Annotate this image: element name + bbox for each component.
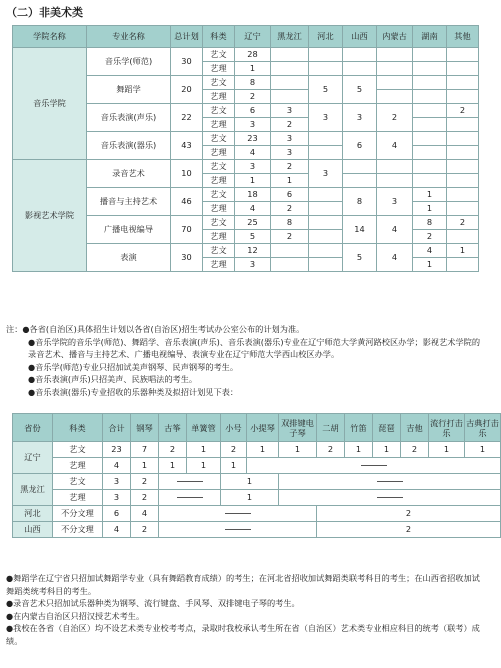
province-cell: 河北 xyxy=(13,506,53,522)
col-header: 山西 xyxy=(343,26,377,48)
neimenggu-cell xyxy=(377,90,413,104)
kelei-cell: 艺理 xyxy=(53,458,103,474)
value-cell: 2 xyxy=(159,442,187,458)
heilongjiang-cell: 8 xyxy=(271,216,309,230)
shanxi-cell: 8 xyxy=(343,188,377,216)
shanxi-cell xyxy=(343,174,377,188)
table-header-row xyxy=(13,26,479,48)
table-row xyxy=(13,490,501,506)
other-cell xyxy=(447,188,479,202)
col-header: 古筝 xyxy=(159,414,187,442)
other-cell xyxy=(447,48,479,62)
shanxi-cell xyxy=(343,160,377,174)
major-total: 22 xyxy=(171,104,203,132)
kelei-cell: 艺文 xyxy=(203,188,235,202)
col-header: 二胡 xyxy=(317,414,345,442)
heilongjiang-cell: 3 xyxy=(271,132,309,146)
empty-dash-cell xyxy=(247,458,501,474)
value-cell: 1 xyxy=(159,458,187,474)
value-cell: 1 xyxy=(187,442,221,458)
value-cell: 1 xyxy=(221,490,279,506)
province-cell: 山西 xyxy=(13,522,53,538)
kelei-cell: 艺理 xyxy=(203,90,235,104)
kelei-cell: 艺文 xyxy=(203,76,235,90)
heilongjiang-cell xyxy=(271,76,309,90)
major-name: 录音艺术 xyxy=(87,160,171,188)
value-cell: 2 xyxy=(317,506,501,522)
major-total: 43 xyxy=(171,132,203,160)
kelei-cell: 艺文 xyxy=(203,244,235,258)
shanxi-cell: 5 xyxy=(343,244,377,272)
note: ●我校在各省（自治区）均不设艺术类专业校考考点，录取时我校承认考生所在省（自治区）艺术类专业相应科目的统考（联考）成绩。 xyxy=(6,623,480,646)
major-total: 30 xyxy=(171,48,203,76)
neimenggu-cell xyxy=(377,160,413,174)
col-header: 单簧管 xyxy=(187,414,221,442)
heilongjiang-cell xyxy=(271,48,309,62)
kelei-cell: 艺理 xyxy=(53,490,103,506)
note: ●音乐学(师范)专业只招加试美声钢琴、民声钢琴的考生。 xyxy=(28,361,239,372)
major-total: 20 xyxy=(171,76,203,104)
liaoning-cell: 6 xyxy=(235,104,271,118)
value-cell: 2 xyxy=(317,522,501,538)
heilongjiang-cell xyxy=(271,244,309,258)
hunan-cell xyxy=(413,76,447,90)
value-cell: 1 xyxy=(429,442,465,458)
hebei-cell xyxy=(309,132,343,146)
value-cell: 2 xyxy=(131,490,159,506)
major-total: 10 xyxy=(171,160,203,188)
other-cell: 2 xyxy=(447,216,479,230)
other-cell xyxy=(447,202,479,216)
major-total: 30 xyxy=(171,244,203,272)
other-cell xyxy=(447,90,479,104)
province-cell: 黑龙江 xyxy=(13,474,53,506)
kelei-cell: 艺理 xyxy=(203,62,235,76)
liaoning-cell: 12 xyxy=(235,244,271,258)
value-cell: 2 xyxy=(401,442,429,458)
neimenggu-cell xyxy=(377,62,413,76)
value-cell: 6 xyxy=(103,506,131,522)
neimenggu-cell: 4 xyxy=(377,244,413,272)
hebei-cell xyxy=(309,244,343,258)
empty-dash-cell xyxy=(279,474,501,490)
liaoning-cell: 4 xyxy=(235,202,271,216)
value-cell: 1 xyxy=(247,442,279,458)
instrument-plan-table xyxy=(12,413,501,538)
col-header: 湖南 xyxy=(413,26,447,48)
hunan-cell xyxy=(413,90,447,104)
kelei-cell: 艺理 xyxy=(203,202,235,216)
value-cell: 2 xyxy=(131,522,159,538)
hunan-cell: 2 xyxy=(413,230,447,244)
kelei-cell: 艺文 xyxy=(203,160,235,174)
col-header: 双排键电子琴 xyxy=(279,414,317,442)
note: 注：●各省(自治区)具体招生计划以各省(自治区)招生考试办公室公布的计划为准。 xyxy=(6,324,305,334)
col-header: 省份 xyxy=(13,414,53,442)
kelei-cell: 艺理 xyxy=(203,146,235,160)
note: ●舞蹈学在辽宁省只招加试舞蹈学专业（具有舞蹈教育成绩）的考生；在河北省招收加试舞蹈类联考科目的考生；在山西省招收加试舞蹈类统考科目的考生。 xyxy=(6,573,480,596)
col-header: 竹笛 xyxy=(345,414,373,442)
col-header: 专业名称 xyxy=(87,26,171,48)
hunan-cell: 4 xyxy=(413,244,447,258)
value-cell: 1 xyxy=(465,442,501,458)
hebei-cell xyxy=(309,202,343,216)
value-cell: 1 xyxy=(187,458,221,474)
col-header: 古典打击乐 xyxy=(465,414,501,442)
note: ●录音艺术只招加试乐器种类为钢琴、流行键盘、手风琴、双排键电子琴的考生。 xyxy=(6,598,300,609)
value-cell: 23 xyxy=(103,442,131,458)
neimenggu-cell xyxy=(377,76,413,90)
kelei-cell: 艺文 xyxy=(203,104,235,118)
hunan-cell: 8 xyxy=(413,216,447,230)
liaoning-cell: 1 xyxy=(235,174,271,188)
enrollment-plan-table xyxy=(12,25,479,272)
value-cell: 3 xyxy=(103,474,131,490)
other-cell xyxy=(447,230,479,244)
col-header: 流行打击乐 xyxy=(429,414,465,442)
col-header: 总计划 xyxy=(171,26,203,48)
hebei-cell xyxy=(309,230,343,244)
kelei-cell: 艺文 xyxy=(53,442,103,458)
col-header: 科类 xyxy=(53,414,103,442)
table-row xyxy=(13,48,479,62)
hebei-cell: 3 xyxy=(309,104,343,132)
province-cell: 辽宁 xyxy=(13,442,53,474)
col-header: 吉他 xyxy=(401,414,429,442)
value-cell: 1 xyxy=(373,442,401,458)
col-header: 琵琶 xyxy=(373,414,401,442)
value-cell: 1 xyxy=(131,458,159,474)
heilongjiang-cell: 1 xyxy=(271,174,309,188)
hunan-cell xyxy=(413,48,447,62)
liaoning-cell: 5 xyxy=(235,230,271,244)
major-total: 70 xyxy=(171,216,203,244)
empty-dash-cell xyxy=(159,490,221,506)
col-header: 合计 xyxy=(103,414,131,442)
hunan-cell: 1 xyxy=(413,258,447,272)
hunan-cell xyxy=(413,118,447,132)
hebei-cell: 5 xyxy=(309,76,343,104)
other-cell xyxy=(447,174,479,188)
other-cell xyxy=(447,62,479,76)
kelei-cell: 艺理 xyxy=(203,118,235,132)
table-header-row xyxy=(13,414,501,442)
col-header: 学院名称 xyxy=(13,26,87,48)
note: ●在内蒙古自治区只招汉授艺术考生。 xyxy=(6,610,145,621)
neimenggu-cell: 2 xyxy=(377,104,413,132)
table-row xyxy=(13,442,501,458)
other-cell xyxy=(447,76,479,90)
liaoning-cell: 25 xyxy=(235,216,271,230)
notes-block-2 xyxy=(6,572,482,648)
major-total: 46 xyxy=(171,188,203,216)
heilongjiang-cell: 2 xyxy=(271,160,309,174)
neimenggu-cell xyxy=(377,48,413,62)
notes-block-1 xyxy=(6,323,482,399)
heilongjiang-cell xyxy=(271,62,309,76)
hebei-cell xyxy=(309,62,343,76)
shanxi-cell xyxy=(343,62,377,76)
heilongjiang-cell: 6 xyxy=(271,188,309,202)
liaoning-cell: 8 xyxy=(235,76,271,90)
kelei-cell: 艺文 xyxy=(203,48,235,62)
neimenggu-cell xyxy=(377,174,413,188)
empty-dash-cell xyxy=(159,474,221,490)
col-header: 小号 xyxy=(221,414,247,442)
kelei-cell: 艺文 xyxy=(53,474,103,490)
shanxi-cell xyxy=(343,48,377,62)
note: ●音乐表演(器乐)专业招收的乐器种类及拟招计划见下表： xyxy=(28,386,239,397)
hunan-cell xyxy=(413,146,447,160)
col-header: 科类 xyxy=(203,26,235,48)
liaoning-cell: 2 xyxy=(235,90,271,104)
value-cell: 1 xyxy=(221,458,247,474)
major-name: 表演 xyxy=(87,244,171,272)
other-cell: 2 xyxy=(447,104,479,118)
hebei-cell xyxy=(309,258,343,272)
hebei-cell xyxy=(309,48,343,62)
shanxi-cell: 5 xyxy=(343,76,377,104)
table-row xyxy=(13,458,501,474)
major-name: 舞蹈学 xyxy=(87,76,171,104)
value-cell: 2 xyxy=(221,442,247,458)
empty-dash-cell xyxy=(279,490,501,506)
college-name: 音乐学院 xyxy=(13,48,87,160)
shanxi-cell: 3 xyxy=(343,104,377,132)
heilongjiang-cell xyxy=(271,258,309,272)
value-cell: 4 xyxy=(103,522,131,538)
neimenggu-cell: 3 xyxy=(377,188,413,216)
heilongjiang-cell: 2 xyxy=(271,202,309,216)
kelei-cell: 艺文 xyxy=(203,216,235,230)
col-header: 黑龙江 xyxy=(271,26,309,48)
liaoning-cell: 28 xyxy=(235,48,271,62)
other-cell: 1 xyxy=(447,244,479,258)
major-name: 广播电视编导 xyxy=(87,216,171,244)
hunan-cell: 1 xyxy=(413,188,447,202)
college-name: 影视艺术学院 xyxy=(13,160,87,272)
other-cell xyxy=(447,118,479,132)
liaoning-cell: 3 xyxy=(235,118,271,132)
hunan-cell xyxy=(413,174,447,188)
liaoning-cell: 23 xyxy=(235,132,271,146)
kelei-cell: 艺理 xyxy=(203,230,235,244)
table-row xyxy=(13,506,501,522)
table-row xyxy=(13,522,501,538)
liaoning-cell: 18 xyxy=(235,188,271,202)
hebei-cell xyxy=(309,216,343,230)
hunan-cell xyxy=(413,132,447,146)
table-row xyxy=(13,160,479,174)
kelei-cell: 艺理 xyxy=(203,174,235,188)
col-header: 辽宁 xyxy=(235,26,271,48)
kelei-cell: 艺文 xyxy=(203,132,235,146)
kelei-cell: 不分文理 xyxy=(53,506,103,522)
heilongjiang-cell: 2 xyxy=(271,230,309,244)
value-cell: 3 xyxy=(103,490,131,506)
hunan-cell xyxy=(413,104,447,118)
heilongjiang-cell: 2 xyxy=(271,118,309,132)
empty-dash-cell xyxy=(159,506,317,522)
heilongjiang-cell: 3 xyxy=(271,146,309,160)
hunan-cell xyxy=(413,160,447,174)
value-cell: 1 xyxy=(221,474,279,490)
col-header: 河北 xyxy=(309,26,343,48)
col-header: 钢琴 xyxy=(131,414,159,442)
liaoning-cell: 3 xyxy=(235,160,271,174)
table-row xyxy=(13,474,501,490)
hunan-cell: 1 xyxy=(413,202,447,216)
note: ●音乐学院的音乐学(师范)、舞蹈学、音乐表演(声乐)、音乐表演(器乐)专业在辽宁师范大学黄河路校区办学；影视艺术学院的录音艺术、播音与主持艺术、广播电视编导、表演专业在辽宁师范大学西山校区办学。 xyxy=(28,336,481,360)
other-cell xyxy=(447,160,479,174)
kelei-cell: 艺理 xyxy=(203,258,235,272)
shanxi-cell: 14 xyxy=(343,216,377,244)
liaoning-cell: 1 xyxy=(235,62,271,76)
major-name: 音乐表演(声乐) xyxy=(87,104,171,132)
value-cell: 4 xyxy=(131,506,159,522)
major-name: 音乐学(师范) xyxy=(87,48,171,76)
liaoning-cell: 4 xyxy=(235,146,271,160)
kelei-cell: 不分文理 xyxy=(53,522,103,538)
major-name: 播音与主持艺术 xyxy=(87,188,171,216)
hunan-cell xyxy=(413,62,447,76)
heilongjiang-cell: 3 xyxy=(271,104,309,118)
empty-dash-cell xyxy=(159,522,317,538)
value-cell: 2 xyxy=(317,442,345,458)
neimenggu-cell: 4 xyxy=(377,132,413,160)
note: ●音乐表演(声乐)只招美声、民族唱法的考生。 xyxy=(28,374,198,385)
hebei-cell xyxy=(309,146,343,160)
col-header: 其他 xyxy=(447,26,479,48)
major-name: 音乐表演(器乐) xyxy=(87,132,171,160)
col-header: 小提琴 xyxy=(247,414,279,442)
value-cell: 7 xyxy=(131,442,159,458)
shanxi-cell: 6 xyxy=(343,132,377,160)
liaoning-cell: 3 xyxy=(235,258,271,272)
value-cell: 4 xyxy=(103,458,131,474)
value-cell: 1 xyxy=(345,442,373,458)
heilongjiang-cell xyxy=(271,90,309,104)
col-header: 内蒙古 xyxy=(377,26,413,48)
value-cell: 1 xyxy=(279,442,317,458)
other-cell xyxy=(447,132,479,146)
other-cell xyxy=(447,258,479,272)
hebei-cell: 3 xyxy=(309,160,343,188)
neimenggu-cell: 4 xyxy=(377,216,413,244)
hebei-cell xyxy=(309,188,343,202)
section-title: （二）非美术类 xyxy=(6,6,83,19)
other-cell xyxy=(447,146,479,160)
value-cell: 2 xyxy=(131,474,159,490)
